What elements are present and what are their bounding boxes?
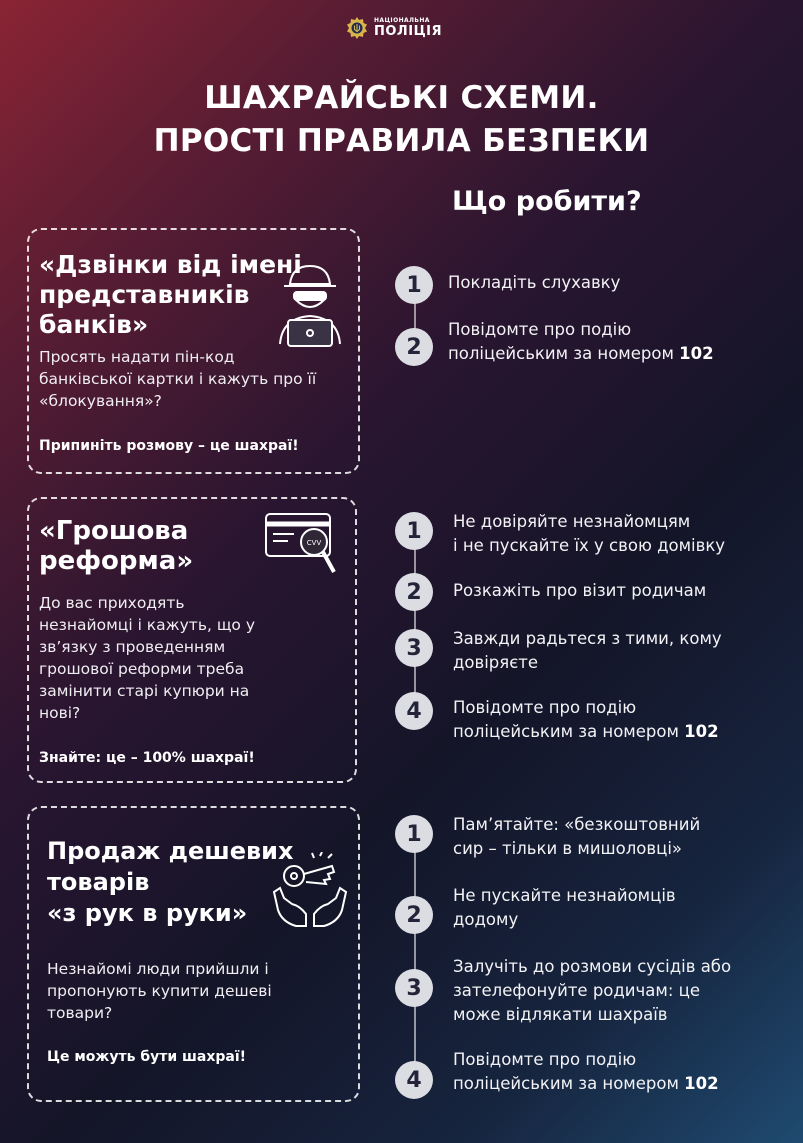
heading-line: представників [39, 280, 250, 309]
step-text [453, 884, 676, 932]
description-line: Просять надати пін-код [39, 348, 235, 366]
description-line: грошової реформи треба [39, 660, 245, 678]
step-text [448, 318, 714, 366]
step-item [395, 1050, 719, 1099]
card-warning-cheap-goods: Це можуть бути шахраї! [47, 1049, 247, 1065]
description-line: пропонують купити дешеві [47, 982, 272, 1000]
step-text [453, 813, 700, 861]
description-line: банківської картки і кажуть про її [39, 370, 317, 388]
step-line: Розкажіть про візит родичам [453, 581, 707, 600]
heading-line: банків» [39, 310, 149, 339]
steps-connector-line [414, 531, 416, 711]
credit-card-magnifier-icon [264, 510, 348, 582]
heading-line: товарів [47, 868, 150, 896]
hacker-icon [272, 262, 348, 350]
step-item [395, 815, 700, 861]
step-item [395, 692, 719, 744]
step-line: Повідомте про подію [448, 320, 632, 339]
logo-big-text: ПОЛІЦІЯ [374, 24, 442, 39]
phone-number: 102 [679, 344, 714, 363]
step-line: зателефонуйте родичам: це [453, 981, 701, 1000]
description-line: товари? [47, 1004, 113, 1022]
step-text [453, 955, 731, 1027]
description-line: Незнайомі люди прийшли і [47, 960, 269, 978]
step-line: Пам’ятайте: «безкоштовний [453, 815, 701, 834]
heading-line: «Дзвінки від імені [39, 250, 302, 279]
cvv-label: CVV [306, 539, 322, 547]
step-number-badge: 4 [395, 1061, 433, 1099]
what-to-do-heading: Що робити? [452, 186, 642, 217]
step-item [395, 512, 725, 558]
police-logo [346, 16, 442, 40]
card-heading-bank-calls [39, 250, 302, 340]
step-text [453, 627, 722, 675]
card-description-bank-calls [39, 346, 316, 412]
description-line: зв’язку з проведенням [39, 638, 226, 656]
description-line: нові? [39, 704, 81, 722]
step-number-badge: 3 [395, 969, 433, 1007]
step-number-badge: 4 [395, 692, 433, 730]
step-line: поліцейським за номером [448, 344, 680, 363]
phone-number: 102 [684, 1074, 719, 1093]
step-line: може відлякати шахраїв [453, 1005, 668, 1024]
step-line: Не пускайте незнайомців [453, 886, 676, 905]
step-item [395, 266, 620, 304]
step-number-badge: 1 [395, 512, 433, 550]
step-line: поліцейським за номером [453, 722, 685, 741]
step-item [395, 320, 714, 366]
card-heading-money-reform [39, 516, 193, 576]
step-line: Залучіть до розмови сусідів або [453, 957, 732, 976]
step-number-badge: 3 [395, 629, 433, 667]
step-line: сир – тільки в мишоловці» [453, 839, 683, 858]
step-line: Повідомте про подію [453, 698, 637, 717]
step-item [395, 629, 722, 675]
step-item [395, 573, 706, 611]
step-item [395, 957, 732, 1027]
step-line: додому [453, 910, 519, 929]
heading-line: «Грошова [39, 516, 189, 546]
step-number-badge: 1 [395, 266, 433, 304]
hands-key-icon [270, 852, 350, 930]
step-line: довіряєте [453, 653, 539, 672]
police-emblem-icon [346, 16, 368, 40]
description-line: «блокування»? [39, 392, 162, 410]
page-title-line-2: ПРОСТІ ПРАВИЛА БЕЗПЕКИ [153, 123, 650, 159]
step-line: Не довіряйте незнайомцям [453, 512, 691, 531]
step-text [453, 1048, 719, 1096]
step-item [395, 886, 676, 934]
step-text [453, 579, 706, 603]
step-number-badge: 2 [395, 896, 433, 934]
logo-small-text: НАЦІОНАЛЬНА [374, 17, 430, 24]
steps-connector-line [414, 834, 416, 1084]
card-description-money-reform [39, 592, 255, 724]
heading-line: «з рук в руки» [47, 899, 248, 927]
heading-line: реформа» [39, 546, 194, 576]
step-text [453, 696, 719, 744]
description-line: замінити старі купюри на [39, 682, 250, 700]
step-line: Повідомте про подію [453, 1050, 637, 1069]
step-text [448, 271, 620, 295]
step-line: Завжди радьтеся з тими, кому [453, 629, 722, 648]
description-line: незнайомці і кажуть, що у [39, 616, 256, 634]
card-heading-cheap-goods [47, 836, 293, 929]
step-line: Покладіть слухавку [448, 273, 621, 292]
card-warning-bank-calls: Припиніть розмову – це шахраї! [39, 438, 299, 454]
phone-number: 102 [684, 722, 719, 741]
description-line: До вас приходять [39, 594, 185, 612]
card-warning-money-reform: Знайте: це – 100% шахраї! [39, 750, 255, 766]
card-description-cheap-goods [47, 958, 272, 1024]
page-title-line-1: ШАХРАЙСЬКІ СХЕМИ. [204, 80, 599, 116]
step-line: поліцейським за номером [453, 1074, 685, 1093]
step-number-badge: 1 [395, 815, 433, 853]
step-line: і не пускайте їх у свою домівку [453, 536, 726, 555]
step-text [453, 510, 725, 558]
heading-line: Продаж дешевих [47, 837, 294, 865]
step-number-badge: 2 [395, 573, 433, 611]
step-number-badge: 2 [395, 328, 433, 366]
